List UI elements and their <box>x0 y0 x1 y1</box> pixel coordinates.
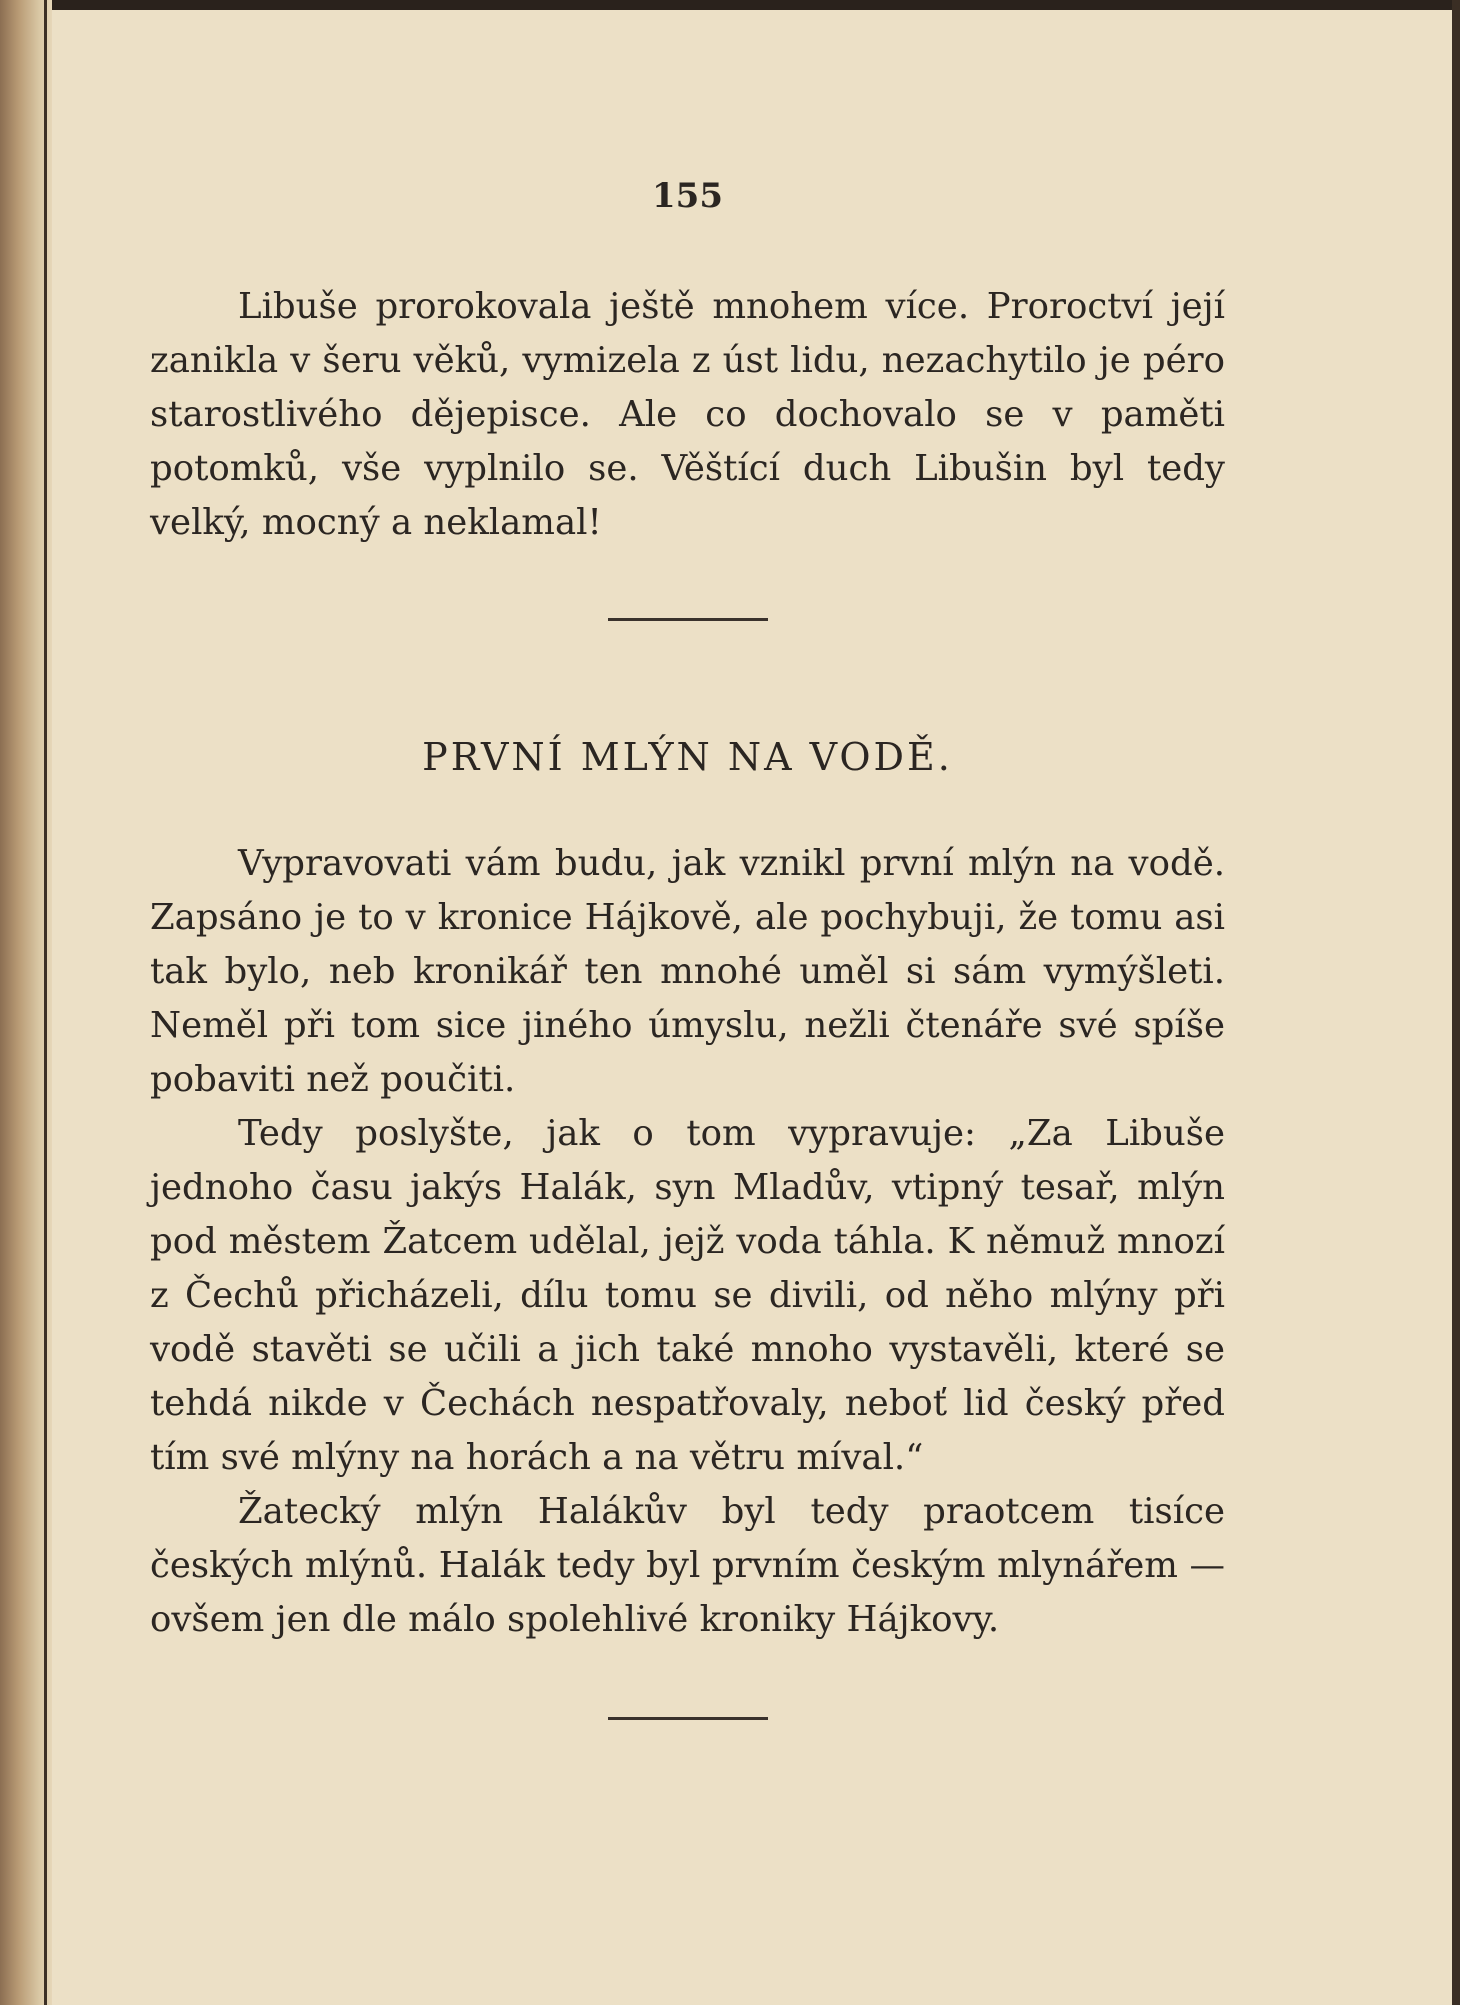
paragraph-chronicle-quote: Tedy poslyšte, jak o tom vypravuje: „Za Libuše jednoho času jakýs Halák, syn Mladův, vtipný tesař, mlýn pod městem Žatcem udělal, jejž voda táhla. K němuž mnozí z Čechů přicházeli, dílu tomu se divili, od něho mlýny při vodě stavěti se učili a jich také mnoho vystavěli, které se tehdá nikde v Čechách nespatřovaly, neboť lid český před tím své mlýny na horách a na větru míval.“ <box>150 1113 1225 1478</box>
chapter-title: PRVNÍ MLÝN NA VODĚ. <box>422 735 953 779</box>
page-top-edge <box>0 0 1460 10</box>
paragraph-conclusion: Žatecký mlýn Halákův byl tedy praotcem tisíce českých mlýnů. Halák tedy byl prvním českým mlynářem — ovšem jen dle málo spolehlivé kroniky Hájkovy. <box>150 1491 1225 1640</box>
page-number: 155 <box>652 176 723 216</box>
section-divider <box>608 618 768 621</box>
spine-binding-line <box>44 0 47 2005</box>
paragraph-intro: Vypravovati vám budu, jak vznikl první mlýn na vodě. Zapsáno je to v kronice Hájkově, ale pochybuji, že tomu asi tak bylo, neb kronikář ten mnohé uměl si sám vymýšleti. Neměl při tom sice jiného úmyslu, nežli čtenáře své spíše pobaviti než poučiti. <box>150 843 1225 1100</box>
end-divider <box>608 1717 768 1720</box>
page-right-edge <box>1452 0 1460 2005</box>
paragraph-libuse-prophecy: Libuše prorokovala ještě mnohem více. Proroctví její zanikla v šeru věků, vymizela z úst lidu, nezachytilo je péro starostlivého dějepisce. Ale co dochovalo se v paměti potomků, vše vyplnilo se. Věštící duch Libušin byl tedy velký, mocný a neklamal! <box>150 286 1225 543</box>
text-block <box>150 170 1225 1720</box>
